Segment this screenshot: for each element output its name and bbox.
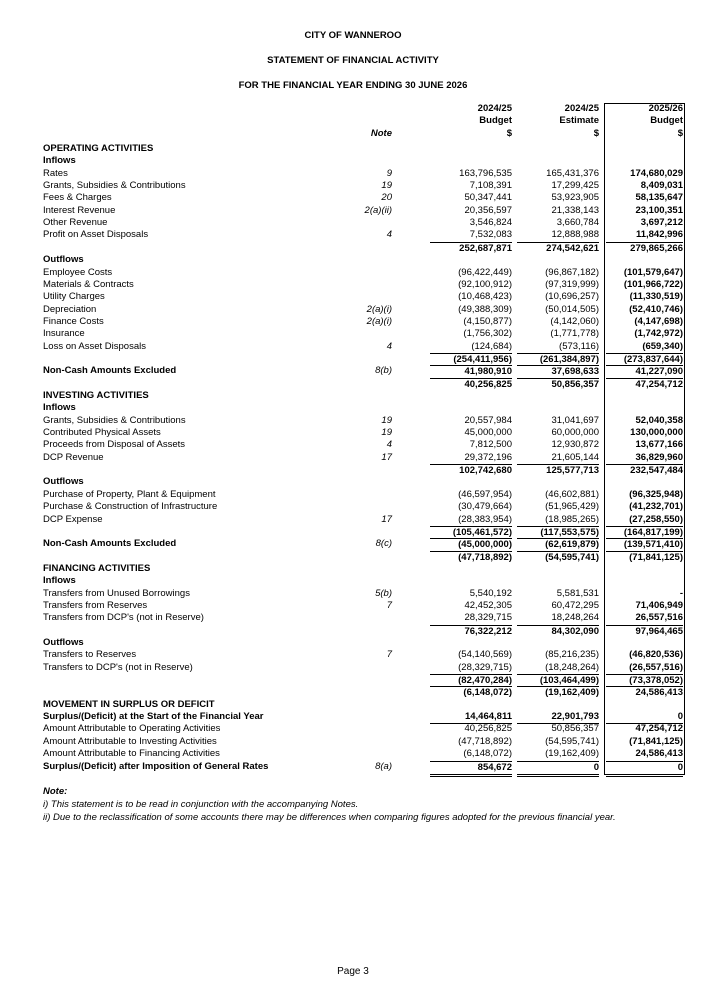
budget-2024-cell: (28,383,954) bbox=[458, 513, 512, 525]
entity-title: CITY OF WANNEROO bbox=[304, 30, 402, 41]
table-row bbox=[0, 452, 706, 464]
estimate-2024-cell: (4,142,060) bbox=[550, 315, 599, 327]
budget-2025-cell: (164,817,199) bbox=[606, 526, 683, 539]
budget-2024-cell: 7,532,083 bbox=[469, 229, 512, 241]
budget-2025-cell: 47,254,712 bbox=[635, 723, 683, 735]
budget-2025-cell: 71,406,949 bbox=[635, 599, 683, 611]
subtotal-row bbox=[0, 378, 706, 390]
table-row bbox=[0, 365, 706, 377]
budget-2025-cell: (96,325,948) bbox=[629, 488, 683, 500]
table-row bbox=[0, 155, 706, 167]
row-note: 5(b) bbox=[375, 587, 392, 599]
budget-2025-cell: 24,586,413 bbox=[606, 686, 683, 699]
estimate-2024-cell: 60,000,000 bbox=[551, 427, 599, 439]
note-line: i) This statement is to be read in conjunction with the accompanying Notes. bbox=[43, 799, 359, 810]
budget-2025-cell: 0 bbox=[606, 711, 683, 724]
row-label: Profit on Asset Disposals bbox=[43, 229, 149, 241]
budget-2025-cell: (139,571,410) bbox=[606, 538, 683, 551]
row-note: 8(a) bbox=[375, 760, 392, 772]
row-note: 9 bbox=[386, 167, 392, 179]
budget-2024-cell: 20,356,597 bbox=[464, 204, 512, 216]
budget-2025-cell: (26,557,516) bbox=[629, 661, 683, 673]
budget-2024-cell: 3,546,824 bbox=[469, 217, 512, 229]
table-row bbox=[0, 229, 706, 241]
row-label: Inflows bbox=[43, 575, 76, 587]
budget-2024-cell: (49,388,309) bbox=[458, 303, 512, 315]
budget-2024-cell: 28,329,715 bbox=[464, 612, 512, 624]
estimate-2024-cell: 60,472,295 bbox=[551, 599, 599, 611]
budget-2024-cell: (254,411,956) bbox=[430, 353, 512, 366]
row-label: Contributed Physical Assets bbox=[43, 427, 161, 439]
budget-2024-cell: (46,597,954) bbox=[458, 488, 512, 500]
estimate-2024-cell: 22,901,793 bbox=[517, 711, 599, 724]
estimate-2024-cell: 12,888,988 bbox=[551, 229, 599, 241]
row-label: Grants, Subsidies & Contributions bbox=[43, 180, 186, 192]
budget-2025-cell: (71,841,125) bbox=[606, 551, 683, 564]
row-label: Surplus/(Deficit) after Imposition of General Rates bbox=[43, 760, 269, 772]
estimate-2024-cell: 18,248,264 bbox=[551, 612, 599, 624]
estimate-2024-cell: (85,216,235) bbox=[545, 649, 599, 661]
budget-2024-cell: (10,468,423) bbox=[458, 291, 512, 303]
row-note: 2(a)(ii) bbox=[364, 204, 392, 216]
budget-2025-cell: (73,378,052) bbox=[606, 674, 683, 687]
budget-2024-cell: 7,812,500 bbox=[469, 439, 512, 451]
budget-2025-cell: 11,842,996 bbox=[635, 229, 683, 241]
budget-2024-cell: (28,329,715) bbox=[458, 661, 512, 673]
notes-title: Note: bbox=[43, 786, 68, 797]
estimate-2024-cell: 50,856,357 bbox=[517, 378, 599, 391]
estimate-2024-cell: 21,338,143 bbox=[551, 204, 599, 216]
subtotal-row bbox=[0, 674, 706, 686]
budget-2024-cell: 854,672 bbox=[430, 761, 512, 777]
table-row bbox=[0, 316, 706, 328]
estimate-2024-cell: (10,696,257) bbox=[545, 291, 599, 303]
table-row bbox=[0, 304, 706, 316]
row-note: 17 bbox=[381, 513, 392, 525]
row-label: Non-Cash Amounts Excluded bbox=[43, 365, 177, 377]
estimate-2024-cell: (18,985,265) bbox=[545, 513, 599, 525]
table-row bbox=[0, 279, 706, 291]
estimate-2024-cell: 17,299,425 bbox=[551, 180, 599, 192]
table-row bbox=[0, 612, 706, 624]
budget-2025-cell: 23,100,351 bbox=[635, 204, 683, 216]
row-label: Transfers to Reserves bbox=[43, 649, 137, 661]
row-label: Inflows bbox=[43, 155, 76, 167]
row-label: Employee Costs bbox=[43, 266, 113, 278]
budget-2024-cell: 40,256,825 bbox=[464, 723, 512, 735]
subtotal-row bbox=[0, 686, 706, 698]
budget-2025-cell: (4,147,698) bbox=[634, 315, 683, 327]
estimate-2024-cell: 53,923,905 bbox=[551, 192, 599, 204]
row-label: Fees & Charges bbox=[43, 192, 112, 204]
budget-2025-cell: 0 bbox=[606, 761, 683, 777]
estimate-2024-cell: (117,553,575) bbox=[517, 526, 599, 539]
page-number: Page 3 bbox=[337, 966, 369, 977]
budget-2024-cell: 41,980,910 bbox=[430, 365, 512, 378]
estimate-2024-cell: (54,595,741) bbox=[517, 551, 599, 564]
header-year: 2024/25 bbox=[564, 103, 599, 114]
header-type: Budget bbox=[650, 115, 683, 127]
header-type: Estimate bbox=[559, 115, 599, 127]
row-label: Outflows bbox=[43, 254, 84, 266]
table-row bbox=[0, 267, 706, 279]
estimate-2024-cell: (573,116) bbox=[559, 340, 599, 352]
header-unit: $ bbox=[506, 127, 512, 139]
budget-2024-cell: (30,479,664) bbox=[458, 501, 512, 513]
table-row bbox=[0, 575, 706, 587]
row-note: 17 bbox=[381, 451, 392, 463]
budget-2025-cell: 47,254,712 bbox=[606, 378, 683, 391]
table-row bbox=[0, 514, 706, 526]
budget-2024-cell: 42,452,305 bbox=[464, 599, 512, 611]
table-row bbox=[0, 143, 706, 155]
budget-2024-header bbox=[430, 103, 512, 140]
budget-2025-cell: - bbox=[679, 587, 683, 599]
row-note: 7 bbox=[386, 599, 392, 611]
budget-2024-cell: (96,422,449) bbox=[458, 266, 512, 278]
row-label: Transfers from DCP's (not in Reserve) bbox=[43, 612, 204, 624]
table-row bbox=[0, 588, 706, 600]
budget-2024-cell: (47,718,892) bbox=[430, 551, 512, 564]
table-row bbox=[0, 402, 706, 414]
row-label: DCP Expense bbox=[43, 513, 103, 525]
budget-2025-cell: 232,547,484 bbox=[606, 464, 683, 477]
estimate-2024-cell: 3,660,784 bbox=[556, 217, 599, 229]
row-note: 8(c) bbox=[375, 538, 392, 550]
budget-2025-cell: (101,966,722) bbox=[623, 278, 683, 290]
row-label: OPERATING ACTIVITIES bbox=[43, 143, 154, 154]
budget-2025-cell: (27,258,550) bbox=[629, 513, 683, 525]
subtotal-row bbox=[0, 526, 706, 538]
table-row bbox=[0, 711, 706, 723]
row-label: Transfers from Reserves bbox=[43, 599, 148, 611]
budget-2025-cell: 26,557,516 bbox=[635, 612, 683, 624]
row-label: Transfers from Unused Borrowings bbox=[43, 587, 190, 599]
row-label: Depreciation bbox=[43, 303, 97, 315]
table-row bbox=[0, 649, 706, 661]
table-row bbox=[0, 699, 706, 711]
estimate-2024-cell: (96,867,182) bbox=[545, 266, 599, 278]
estimate-2024-cell: 165,431,376 bbox=[546, 167, 599, 179]
budget-2025-cell: (46,820,536) bbox=[629, 649, 683, 661]
table-row bbox=[0, 427, 706, 439]
table-row bbox=[0, 761, 706, 773]
row-label: Materials & Contracts bbox=[43, 278, 134, 290]
budget-2025-cell: (71,841,125) bbox=[629, 735, 683, 747]
budget-2025-cell: 174,680,029 bbox=[630, 167, 683, 179]
estimate-2024-cell: 12,930,872 bbox=[551, 439, 599, 451]
budget-2024-cell: (105,461,572) bbox=[430, 526, 512, 539]
notes-section bbox=[43, 785, 616, 824]
estimate-2024-cell: (19,162,409) bbox=[545, 748, 599, 760]
budget-2024-cell: (4,150,877) bbox=[463, 315, 512, 327]
subtotal-row bbox=[0, 551, 706, 563]
subtotal-row bbox=[0, 353, 706, 365]
row-label: Outflows bbox=[43, 476, 84, 488]
row-note: 2(a)(i) bbox=[366, 315, 392, 327]
estimate-2024-cell: (18,248,264) bbox=[545, 661, 599, 673]
budget-2024-cell: 7,108,391 bbox=[469, 180, 512, 192]
budget-2024-cell: 20,557,984 bbox=[464, 414, 512, 426]
budget-2025-cell: 130,000,000 bbox=[630, 427, 683, 439]
subtotal-row bbox=[0, 625, 706, 637]
budget-2024-cell: 50,347,441 bbox=[464, 192, 512, 204]
estimate-2024-cell: (62,619,879) bbox=[517, 538, 599, 551]
estimate-2024-cell: 50,856,357 bbox=[551, 723, 599, 735]
table-row bbox=[0, 168, 706, 180]
row-label: Non-Cash Amounts Excluded bbox=[43, 538, 177, 550]
estimate-2024-cell: (51,965,429) bbox=[545, 501, 599, 513]
table-row bbox=[0, 291, 706, 303]
row-label: Surplus/(Deficit) at the Start of the Financial Year bbox=[43, 711, 264, 723]
estimate-2024-cell: (261,384,897) bbox=[517, 353, 599, 366]
row-label: Grants, Subsidies & Contributions bbox=[43, 414, 186, 426]
period-title: FOR THE FINANCIAL YEAR ENDING 30 JUNE 2026 bbox=[238, 80, 468, 91]
estimate-2024-cell: (103,464,499) bbox=[517, 674, 599, 687]
budget-2024-cell: 29,372,196 bbox=[464, 451, 512, 463]
budget-2024-cell: (6,148,072) bbox=[463, 748, 512, 760]
budget-2025-cell: (41,232,701) bbox=[629, 501, 683, 513]
row-label: Inflows bbox=[43, 402, 76, 414]
row-note: 19 bbox=[381, 180, 392, 192]
estimate-2024-cell: 274,542,621 bbox=[517, 242, 599, 255]
row-label: Proceeds from Disposal of Assets bbox=[43, 439, 186, 451]
header-year: 2025/26 bbox=[648, 103, 683, 114]
row-label: Other Revenue bbox=[43, 217, 108, 229]
row-note: 20 bbox=[381, 192, 392, 204]
budget-2025-cell: 36,829,960 bbox=[635, 451, 683, 463]
row-label: DCP Revenue bbox=[43, 451, 104, 463]
table-row bbox=[0, 192, 706, 204]
table-row bbox=[0, 341, 706, 353]
budget-2025-cell: 97,964,465 bbox=[606, 625, 683, 638]
estimate-2024-cell: (19,162,409) bbox=[517, 686, 599, 699]
row-note: 8(b) bbox=[375, 365, 392, 377]
budget-2024-cell: (82,470,284) bbox=[430, 674, 512, 687]
row-note: 4 bbox=[386, 340, 392, 352]
table-row bbox=[0, 736, 706, 748]
budget-2024-cell: 5,540,192 bbox=[469, 587, 512, 599]
row-note: 19 bbox=[381, 414, 392, 426]
budget-2025-cell: 24,586,413 bbox=[635, 748, 683, 760]
table-row bbox=[0, 662, 706, 674]
estimate-2024-cell: 5,581,531 bbox=[556, 587, 599, 599]
estimate-2024-cell: 21,605,144 bbox=[551, 451, 599, 463]
table-row bbox=[0, 390, 706, 402]
budget-2025-cell: (101,579,647) bbox=[623, 266, 683, 278]
table-row bbox=[0, 439, 706, 451]
table-row bbox=[0, 563, 706, 575]
budget-2024-cell: (47,718,892) bbox=[458, 735, 512, 747]
estimate-2024-cell: 31,041,697 bbox=[551, 414, 599, 426]
table-row bbox=[0, 538, 706, 550]
table-row bbox=[0, 217, 706, 229]
row-label: Interest Revenue bbox=[43, 204, 116, 216]
statement-title: STATEMENT OF FINANCIAL ACTIVITY bbox=[267, 55, 439, 66]
row-label: FINANCING ACTIVITIES bbox=[43, 562, 151, 574]
budget-2024-cell: 40,256,825 bbox=[430, 378, 512, 391]
budget-2024-cell: 45,000,000 bbox=[464, 427, 512, 439]
estimate-2024-cell: 0 bbox=[517, 761, 599, 777]
header-unit: $ bbox=[677, 127, 683, 139]
row-note: 4 bbox=[386, 229, 392, 241]
table-row bbox=[0, 254, 706, 266]
header-unit: $ bbox=[593, 127, 599, 139]
budget-2024-cell: (6,148,072) bbox=[430, 686, 512, 699]
row-label: Insurance bbox=[43, 328, 85, 340]
budget-2024-cell: (1,756,302) bbox=[463, 328, 512, 340]
estimate-2024-cell: (1,771,778) bbox=[550, 328, 599, 340]
budget-2024-cell: (124,684) bbox=[471, 340, 512, 352]
row-label: Utility Charges bbox=[43, 291, 105, 303]
table-row bbox=[0, 180, 706, 192]
row-note: 19 bbox=[381, 427, 392, 439]
row-label: Purchase of Property, Plant & Equipment bbox=[43, 488, 216, 500]
row-label: MOVEMENT IN SURPLUS OR DEFICIT bbox=[43, 698, 215, 710]
row-label: Transfers to DCP's (not in Reserve) bbox=[43, 661, 193, 673]
table-row bbox=[0, 600, 706, 612]
subtotal-row bbox=[0, 242, 706, 254]
budget-2025-cell: 3,697,212 bbox=[640, 217, 683, 229]
budget-2024-cell: 14,464,811 bbox=[430, 711, 512, 724]
estimate-2024-cell: 84,302,090 bbox=[517, 625, 599, 638]
table-row bbox=[0, 723, 706, 735]
budget-2025-cell: 52,040,358 bbox=[635, 414, 683, 426]
column-header bbox=[0, 103, 706, 143]
budget-2025-cell: (52,410,746) bbox=[629, 303, 683, 315]
row-label: Outflows bbox=[43, 637, 84, 648]
budget-2025-cell: 41,227,090 bbox=[606, 365, 683, 378]
table-row bbox=[0, 748, 706, 760]
estimate-2024-cell: (97,319,999) bbox=[545, 278, 599, 290]
table-row bbox=[0, 637, 706, 649]
row-note: 4 bbox=[386, 439, 392, 451]
budget-2025-cell: (1,742,972) bbox=[634, 328, 683, 340]
header-year: 2024/25 bbox=[477, 103, 512, 114]
budget-2025-cell: 13,677,166 bbox=[635, 439, 683, 451]
estimate-2024-cell: (54,595,741) bbox=[545, 735, 599, 747]
budget-2024-cell: (54,140,569) bbox=[458, 649, 512, 661]
row-label: INVESTING ACTIVITIES bbox=[43, 390, 149, 401]
subtotal-row bbox=[0, 464, 706, 476]
budget-2025-header bbox=[606, 103, 683, 140]
budget-2024-cell: 163,796,535 bbox=[459, 167, 512, 179]
row-label: Finance Costs bbox=[43, 315, 104, 327]
row-label: Amount Attributable to Operating Activities bbox=[43, 723, 221, 735]
budget-2024-cell: 252,687,871 bbox=[430, 242, 512, 255]
row-label: Purchase & Construction of Infrastructure bbox=[43, 501, 218, 513]
table-row bbox=[0, 489, 706, 501]
note-column-header: Note bbox=[370, 128, 392, 139]
row-label: Amount Attributable to Financing Activities bbox=[43, 748, 220, 760]
table-row bbox=[0, 328, 706, 340]
row-label: Rates bbox=[43, 167, 68, 179]
table-row bbox=[0, 205, 706, 217]
budget-2024-cell: 102,742,680 bbox=[430, 464, 512, 477]
estimate-2024-cell: 125,577,713 bbox=[517, 464, 599, 477]
budget-2025-cell: (11,330,519) bbox=[629, 291, 683, 303]
estimate-2024-header bbox=[517, 103, 599, 140]
table-row bbox=[0, 415, 706, 427]
budget-2025-cell: 279,865,266 bbox=[606, 242, 683, 255]
row-label: Loss on Asset Disposals bbox=[43, 340, 146, 352]
row-note: 7 bbox=[386, 649, 392, 661]
budget-2025-cell: (273,837,644) bbox=[606, 353, 683, 366]
budget-2025-cell: 58,135,647 bbox=[635, 192, 683, 204]
budget-2025-cell: (659,340) bbox=[642, 340, 683, 352]
estimate-2024-cell: 37,698,633 bbox=[517, 365, 599, 378]
header-type: Budget bbox=[479, 115, 512, 127]
estimate-2024-cell: (46,602,881) bbox=[545, 488, 599, 500]
table-row bbox=[0, 501, 706, 513]
budget-2025-cell: 8,409,031 bbox=[640, 180, 683, 192]
row-note: 2(a)(i) bbox=[366, 303, 392, 315]
budget-2024-cell: (45,000,000) bbox=[430, 538, 512, 551]
budget-2024-cell: 76,322,212 bbox=[430, 625, 512, 638]
note-line: ii) Due to the reclassification of some accounts there may be differences when comparing figures adopted for the previous financial year. bbox=[43, 812, 616, 823]
row-label: Amount Attributable to Investing Activities bbox=[43, 735, 217, 747]
estimate-2024-cell: (50,014,505) bbox=[545, 303, 599, 315]
table-row bbox=[0, 476, 706, 488]
budget-2024-cell: (92,100,912) bbox=[458, 278, 512, 290]
